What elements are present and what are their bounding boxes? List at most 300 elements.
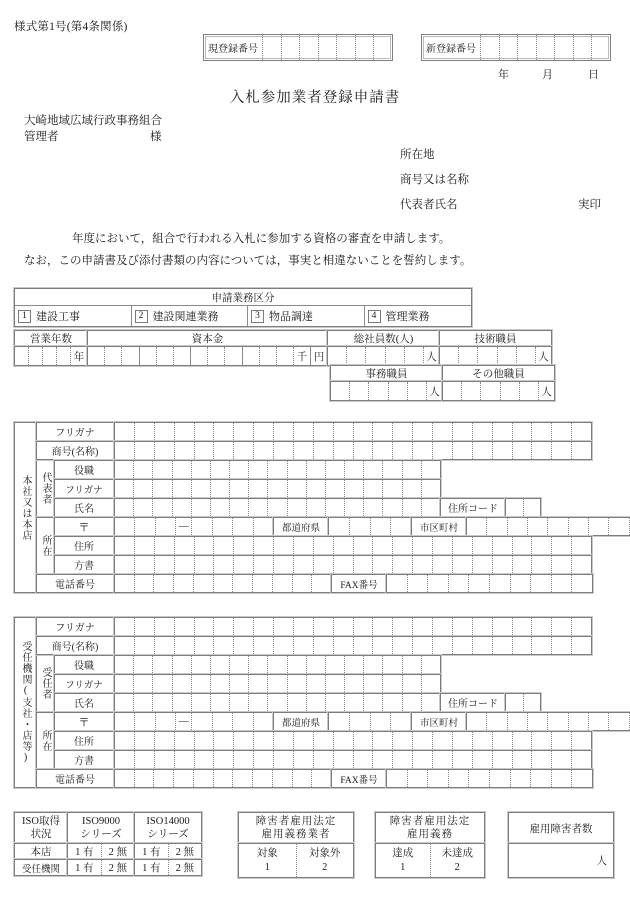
branch-office-company-name-input-cell-15[interactable]: [393, 637, 413, 654]
branch-office-rep-furigana-input[interactable]: [114, 674, 441, 693]
head-office-furigana-input-cell-4[interactable]: [175, 423, 195, 440]
head-office-prefecture-input-cell-1[interactable]: [329, 518, 350, 535]
head-office-rep-furigana-input-cell-1[interactable]: [115, 480, 134, 497]
head-office-phone-input[interactable]: [114, 574, 332, 593]
branch-office-company-name-input-cell-17[interactable]: [433, 637, 453, 654]
head-office-address-input-cell-16[interactable]: [413, 537, 433, 554]
branch-office-phone-input-cell-4[interactable]: [174, 770, 194, 787]
branch-office-address-input-cell-24[interactable]: [572, 732, 591, 749]
head-office-company-name-input-cell-18[interactable]: [453, 442, 473, 459]
branch-office-building-input-cell-22[interactable]: [532, 751, 552, 768]
head-office-company-name-input-cell-2[interactable]: [135, 442, 155, 459]
head-office-company-name-input-cell-4[interactable]: [175, 442, 195, 459]
head-office-rep-furigana-input-cell-11[interactable]: [307, 480, 326, 497]
branch-office-rep-furigana-input-cell-9[interactable]: [268, 675, 287, 692]
branch-office-building-input-cell-21[interactable]: [513, 751, 533, 768]
capital-cell-12[interactable]: [277, 347, 293, 365]
branch-office-address-code-input[interactable]: [505, 693, 541, 712]
head-office-position-input-cell-7[interactable]: [230, 461, 249, 478]
head-office-rep-name-input-cell-9[interactable]: [268, 499, 287, 516]
branch-office-building-input-cell-19[interactable]: [473, 751, 493, 768]
head-office-rep-name-input-cell-10[interactable]: [288, 499, 307, 516]
current-registration-number-cells[interactable]: [263, 35, 392, 60]
branch-office-rep-name-input-cell-6[interactable]: [211, 694, 230, 711]
branch-office-furigana-input-cell-4[interactable]: [175, 618, 195, 635]
head-office-postal-cell-6[interactable]: [233, 518, 253, 535]
branch-office-furigana-input-cell-7[interactable]: [234, 618, 254, 635]
branch-office-furigana-input-cell-22[interactable]: [532, 618, 552, 635]
branch-office-building-input-cell-17[interactable]: [433, 751, 453, 768]
head-office-building-input-cell-14[interactable]: [373, 556, 393, 573]
branch-office-rep-furigana-input-cell-16[interactable]: [403, 675, 422, 692]
branch-office-address-input[interactable]: [114, 731, 592, 750]
head-office-company-name-input-cell-6[interactable]: [214, 442, 234, 459]
staff-cell-2-5[interactable]: [517, 347, 535, 365]
head-office-address-code-input[interactable]: [505, 498, 541, 517]
branch-office-city-input-cell-2[interactable]: [487, 713, 507, 730]
head-office-building-input-cell-16[interactable]: [413, 556, 433, 573]
branch-office-fax-input-cell-4[interactable]: [449, 770, 470, 787]
branch-office-position-input-cell-9[interactable]: [268, 656, 287, 673]
branch-office-address-input-cell-23[interactable]: [552, 732, 572, 749]
branch-office-furigana-input[interactable]: [114, 617, 592, 636]
branch-office-building-input-cell-12[interactable]: [334, 751, 354, 768]
head-office-fax-input-cell-4[interactable]: [449, 575, 470, 592]
head-office-address-input-cell-1[interactable]: [115, 537, 135, 554]
staff-cell-1-4[interactable]: [386, 347, 405, 365]
disability-obligated-option-nontarget[interactable]: [297, 844, 354, 877]
branch-office-address-input-cell-16[interactable]: [413, 732, 433, 749]
branch-office-building-input-cell-8[interactable]: [254, 751, 274, 768]
branch-office-position-input-cell-2[interactable]: [134, 656, 153, 673]
branch-office-position-input-cell-11[interactable]: [307, 656, 326, 673]
head-office-address-input-cell-10[interactable]: [294, 537, 314, 554]
branch-office-position-input-cell-12[interactable]: [326, 656, 345, 673]
branch-office-furigana-input-cell-20[interactable]: [493, 618, 513, 635]
branch-office-city-input-cell-6[interactable]: [569, 713, 589, 730]
head-office-rep-furigana-input-cell-5[interactable]: [192, 480, 211, 497]
branch-office-company-name-input-cell-19[interactable]: [473, 637, 493, 654]
head-office-city-input-cell-8[interactable]: [609, 518, 629, 535]
head-office-prefecture-input-cell-3[interactable]: [371, 518, 392, 535]
head-office-postal-cell-5[interactable]: [213, 518, 233, 535]
head-office-address-code-input-cell-1[interactable]: [506, 499, 524, 516]
branch-office-company-name-input-cell-18[interactable]: [453, 637, 473, 654]
head-office-fax-input-cell-6[interactable]: [490, 575, 511, 592]
branch-office-company-name-input-cell-13[interactable]: [354, 637, 374, 654]
head-office-building-input-cell-21[interactable]: [513, 556, 533, 573]
branch-office-furigana-input-cell-17[interactable]: [433, 618, 453, 635]
branch-office-address-input-cell-4[interactable]: [175, 732, 195, 749]
disability-duty-option-not-achieved[interactable]: [431, 844, 485, 877]
branch-office-address-input-cell-2[interactable]: [135, 732, 155, 749]
head-office-building-input-cell-2[interactable]: [135, 556, 155, 573]
branch-office-prefecture-input-cell-4[interactable]: [391, 713, 411, 730]
iso14000-head-office-options[interactable]: [134, 843, 202, 860]
head-office-address-input-cell-3[interactable]: [155, 537, 175, 554]
branch-office-furigana-input-cell-16[interactable]: [413, 618, 433, 635]
head-office-furigana-input-cell-16[interactable]: [413, 423, 433, 440]
branch-office-address-input-cell-19[interactable]: [473, 732, 493, 749]
branch-office-address-input-cell-18[interactable]: [453, 732, 473, 749]
branch-office-fax-input-cell-10[interactable]: [572, 770, 592, 787]
staff-cell-1-5[interactable]: [405, 347, 423, 365]
branch-office-rep-name-input-cell-2[interactable]: [134, 694, 153, 711]
business-division-option-1[interactable]: [15, 306, 132, 326]
branch-office-company-name-input-cell-22[interactable]: [532, 637, 552, 654]
head-office-address-input-cell-17[interactable]: [433, 537, 453, 554]
head-office-rep-furigana-input-cell-10[interactable]: [288, 480, 307, 497]
head-office-fax-input-cell-9[interactable]: [552, 575, 573, 592]
branch-office-phone-input-cell-11[interactable]: [312, 770, 331, 787]
branch-office-postal-cell-2[interactable]: [135, 713, 155, 730]
branch-office-address-input-cell-3[interactable]: [155, 732, 175, 749]
head-office-address-input-cell-4[interactable]: [175, 537, 195, 554]
head-office-building-input-cell-18[interactable]: [453, 556, 473, 573]
head-office-position-input-cell-14[interactable]: [364, 461, 383, 478]
branch-office-phone-input-cell-10[interactable]: [293, 770, 313, 787]
branch-office-building-input-cell-24[interactable]: [572, 751, 591, 768]
branch-office-position-input-cell-4[interactable]: [173, 656, 192, 673]
head-office-furigana-input-cell-18[interactable]: [453, 423, 473, 440]
head-office-address-input-cell-8[interactable]: [254, 537, 274, 554]
head-office-postal-cell-1[interactable]: [115, 518, 135, 535]
business-division-options-row[interactable]: [15, 306, 471, 326]
branch-office-building-input-cell-11[interactable]: [314, 751, 334, 768]
new-registration-number-cells[interactable]: [481, 35, 610, 60]
branch-office-company-name-input-cell-20[interactable]: [493, 637, 513, 654]
branch-office-furigana-input-cell-10[interactable]: [294, 618, 314, 635]
branch-office-furigana-input-cell-14[interactable]: [373, 618, 393, 635]
branch-office-postal-cell-6[interactable]: [233, 713, 253, 730]
head-office-phone-input-cell-7[interactable]: [233, 575, 253, 592]
current-reg-cell-7[interactable]: [374, 35, 392, 60]
branch-office-rep-name-input-cell-15[interactable]: [383, 694, 402, 711]
head-office-building-input-cell-12[interactable]: [334, 556, 354, 573]
head-office-rep-furigana-input-cell-15[interactable]: [383, 480, 402, 497]
branch-office-building-input-cell-16[interactable]: [413, 751, 433, 768]
branch-office-furigana-input-cell-12[interactable]: [334, 618, 354, 635]
head-office-building-input-cell-5[interactable]: [195, 556, 215, 573]
head-office-prefecture-input-cell-4[interactable]: [391, 518, 411, 535]
capital-cell-9[interactable]: [225, 347, 241, 365]
branch-office-rep-furigana-input-cell-6[interactable]: [211, 675, 230, 692]
branch-office-phone-input-cell-8[interactable]: [253, 770, 273, 787]
branch-office-city-input-cell-5[interactable]: [548, 713, 568, 730]
branch-office-building-input-cell-1[interactable]: [115, 751, 135, 768]
head-office-furigana-input-cell-5[interactable]: [195, 423, 215, 440]
head-office-rep-name-input-cell-11[interactable]: [307, 499, 326, 516]
disability-duty-options[interactable]: [375, 843, 485, 878]
head-office-fax-input-cell-3[interactable]: [428, 575, 449, 592]
branch-office-building-input-cell-18[interactable]: [453, 751, 473, 768]
head-office-rep-furigana-input-cell-14[interactable]: [364, 480, 383, 497]
branch-office-company-name-input-cell-2[interactable]: [135, 637, 155, 654]
staff-cell-2-1[interactable]: [440, 347, 459, 365]
head-office-company-name-input-cell-19[interactable]: [473, 442, 493, 459]
branch-office-city-input-cell-8[interactable]: [609, 713, 629, 730]
branch-office-building-input[interactable]: [114, 750, 592, 769]
branch-office-rep-furigana-input-cell-12[interactable]: [326, 675, 345, 692]
iso9000-head-office-no[interactable]: 2 無: [108, 847, 127, 858]
head-office-phone-input-cell-1[interactable]: [115, 575, 135, 592]
head-office-rep-name-input-cell-6[interactable]: [211, 499, 230, 516]
capital-group-3[interactable]: [191, 347, 243, 365]
iso14000-branch-options[interactable]: [134, 859, 202, 876]
head-office-position-input-cell-4[interactable]: [173, 461, 192, 478]
head-office-rep-furigana-input-cell-7[interactable]: [230, 480, 249, 497]
head-office-fax-input-cell-10[interactable]: [572, 575, 592, 592]
head-office-city-input-cell-2[interactable]: [487, 518, 507, 535]
head-office-phone-input-cell-11[interactable]: [312, 575, 331, 592]
branch-office-furigana-input-cell-2[interactable]: [135, 618, 155, 635]
head-office-company-name-input-cell-9[interactable]: [274, 442, 294, 459]
branch-office-building-input-cell-6[interactable]: [214, 751, 234, 768]
branch-office-rep-name-input-cell-17[interactable]: [422, 694, 440, 711]
head-office-address-input-cell-13[interactable]: [354, 537, 374, 554]
head-office-position-input-cell-17[interactable]: [422, 461, 440, 478]
head-office-rep-name-input-cell-12[interactable]: [326, 499, 345, 516]
branch-office-rep-furigana-input-cell-5[interactable]: [192, 675, 211, 692]
branch-office-rep-furigana-input-cell-14[interactable]: [364, 675, 383, 692]
capital-cell-4[interactable]: [140, 347, 157, 365]
head-office-phone-input-cell-4[interactable]: [174, 575, 194, 592]
current-reg-cell-4[interactable]: [319, 35, 338, 60]
branch-office-position-input-cell-3[interactable]: [153, 656, 172, 673]
staff-cell-1-2[interactable]: [347, 347, 366, 365]
disability-obligated-options[interactable]: [238, 843, 354, 878]
branch-office-address-input-cell-5[interactable]: [195, 732, 215, 749]
head-office-phone-input-cell-6[interactable]: [214, 575, 234, 592]
head-office-building-input-cell-1[interactable]: [115, 556, 135, 573]
new-reg-cell-2[interactable]: [500, 35, 519, 60]
branch-office-rep-furigana-input-cell-11[interactable]: [307, 675, 326, 692]
branch-office-phone-input-cell-9[interactable]: [273, 770, 293, 787]
head-office-furigana-input[interactable]: [114, 422, 592, 441]
head-office-company-name-input-cell-1[interactable]: [115, 442, 135, 459]
head-office-rep-name-input-cell-16[interactable]: [403, 499, 422, 516]
branch-office-rep-furigana-input-cell-13[interactable]: [345, 675, 364, 692]
head-office-company-name-input-cell-16[interactable]: [413, 442, 433, 459]
branch-office-phone-input-cell-7[interactable]: [233, 770, 253, 787]
staff-cell-4-1[interactable]: [443, 382, 462, 400]
branch-office-rep-name-input-cell-8[interactable]: [249, 694, 268, 711]
branch-office-rep-furigana-input-cell-4[interactable]: [173, 675, 192, 692]
head-office-city-input-cell-4[interactable]: [528, 518, 548, 535]
head-office-rep-furigana-input-cell-17[interactable]: [422, 480, 440, 497]
head-office-phone-input-cell-8[interactable]: [253, 575, 273, 592]
capital-group-1[interactable]: [88, 347, 140, 365]
branch-office-position-input-cell-17[interactable]: [422, 656, 440, 673]
head-office-city-input-cell-6[interactable]: [569, 518, 589, 535]
head-office-position-input-cell-16[interactable]: [403, 461, 422, 478]
clerical-staff-input[interactable]: [330, 381, 443, 401]
iso14000-head-office-yes[interactable]: 1 有: [135, 844, 169, 859]
branch-office-prefecture-input-cell-2[interactable]: [350, 713, 371, 730]
head-office-rep-furigana-input[interactable]: [114, 479, 441, 498]
head-office-building-input-cell-7[interactable]: [234, 556, 254, 573]
branch-office-building-input-cell-2[interactable]: [135, 751, 155, 768]
head-office-fax-input-cell-5[interactable]: [469, 575, 490, 592]
capital-cell-2[interactable]: [105, 347, 122, 365]
head-office-position-input-cell-3[interactable]: [153, 461, 172, 478]
branch-office-building-input-cell-7[interactable]: [234, 751, 254, 768]
head-office-position-input-cell-6[interactable]: [211, 461, 230, 478]
head-office-address-input-cell-22[interactable]: [532, 537, 552, 554]
head-office-city-input-cell-1[interactable]: [467, 518, 487, 535]
head-office-address-input-cell-23[interactable]: [552, 537, 572, 554]
branch-office-building-input-cell-3[interactable]: [155, 751, 175, 768]
business-division-option-4[interactable]: [365, 306, 471, 326]
branch-office-address-input-cell-13[interactable]: [354, 732, 374, 749]
current-registration-number-box[interactable]: [203, 34, 393, 61]
head-office-address-input-cell-15[interactable]: [393, 537, 413, 554]
head-office-position-input-cell-12[interactable]: [326, 461, 345, 478]
staff-cell-3-3[interactable]: [369, 382, 388, 400]
branch-office-company-name-input-cell-1[interactable]: [115, 637, 135, 654]
head-office-furigana-input-cell-11[interactable]: [314, 423, 334, 440]
head-office-building-input-cell-10[interactable]: [294, 556, 314, 573]
branch-office-prefecture-input-cell-1[interactable]: [329, 713, 350, 730]
branch-office-building-input-cell-10[interactable]: [294, 751, 314, 768]
head-office-company-name-input-cell-23[interactable]: [552, 442, 572, 459]
disability-count-input[interactable]: [508, 843, 614, 878]
head-office-furigana-input-cell-3[interactable]: [155, 423, 175, 440]
head-office-company-name-input-cell-22[interactable]: [532, 442, 552, 459]
branch-office-building-input-cell-9[interactable]: [274, 751, 294, 768]
branch-office-rep-name-input-cell-5[interactable]: [192, 694, 211, 711]
head-office-address-input-cell-11[interactable]: [314, 537, 334, 554]
iso9000-branch-options[interactable]: [67, 859, 135, 876]
head-office-building-input-cell-22[interactable]: [532, 556, 552, 573]
branch-office-fax-input-cell-3[interactable]: [428, 770, 449, 787]
iso14000-head-office-no[interactable]: 2 無: [175, 847, 194, 858]
branch-office-rep-name-input-cell-12[interactable]: [326, 694, 345, 711]
branch-office-fax-input-cell-9[interactable]: [552, 770, 573, 787]
branch-office-company-name-input-cell-11[interactable]: [314, 637, 334, 654]
head-office-furigana-input-cell-1[interactable]: [115, 423, 135, 440]
staff-cell-2-3[interactable]: [478, 347, 497, 365]
branch-office-prefecture-input[interactable]: [328, 712, 412, 731]
branch-office-building-input-cell-13[interactable]: [354, 751, 374, 768]
head-office-furigana-input-cell-12[interactable]: [334, 423, 354, 440]
head-office-phone-input-cell-10[interactable]: [293, 575, 313, 592]
branch-office-building-input-cell-14[interactable]: [373, 751, 393, 768]
years-cell-2[interactable]: [29, 347, 43, 365]
head-office-furigana-input-cell-22[interactable]: [532, 423, 552, 440]
head-office-company-name-input-cell-12[interactable]: [334, 442, 354, 459]
head-office-city-input-cell-3[interactable]: [508, 518, 528, 535]
head-office-postal-input[interactable]: [114, 517, 274, 536]
branch-office-phone-input-cell-3[interactable]: [154, 770, 174, 787]
head-office-rep-name-input-cell-8[interactable]: [249, 499, 268, 516]
head-office-building-input[interactable]: [114, 555, 592, 574]
capital-cell-11[interactable]: [260, 347, 277, 365]
branch-office-furigana-input-cell-1[interactable]: [115, 618, 135, 635]
head-office-furigana-input-cell-24[interactable]: [572, 423, 591, 440]
branch-office-postal-cell-4[interactable]: [192, 713, 212, 730]
head-office-building-input-cell-24[interactable]: [572, 556, 591, 573]
head-office-city-input-cell-5[interactable]: [548, 518, 568, 535]
head-office-building-input-cell-4[interactable]: [175, 556, 195, 573]
branch-office-furigana-input-cell-11[interactable]: [314, 618, 334, 635]
branch-office-fax-input-cell-6[interactable]: [490, 770, 511, 787]
disability-duty-option-achieved[interactable]: [376, 844, 431, 877]
head-office-address-input[interactable]: [114, 536, 592, 555]
branch-office-furigana-input-cell-15[interactable]: [393, 618, 413, 635]
head-office-address-code-input-cell-2[interactable]: [524, 499, 541, 516]
branch-office-company-name-input-cell-7[interactable]: [234, 637, 254, 654]
branch-office-building-input-cell-15[interactable]: [393, 751, 413, 768]
branch-office-company-name-input-cell-9[interactable]: [274, 637, 294, 654]
capital-group-2[interactable]: [140, 347, 192, 365]
iso9000-head-office-yes[interactable]: 1 有: [68, 844, 102, 859]
branch-office-rep-furigana-input-cell-10[interactable]: [288, 675, 307, 692]
head-office-fax-input-cell-8[interactable]: [531, 575, 552, 592]
current-reg-cell-5[interactable]: [337, 35, 356, 60]
branch-office-rep-furigana-input-cell-15[interactable]: [383, 675, 402, 692]
head-office-rep-name-input-cell-15[interactable]: [383, 499, 402, 516]
head-office-postal-cell-4[interactable]: [192, 518, 212, 535]
branch-office-postal-input[interactable]: [114, 712, 274, 731]
branch-office-fax-input-cell-8[interactable]: [531, 770, 552, 787]
branch-office-rep-furigana-input-cell-3[interactable]: [153, 675, 172, 692]
branch-office-company-name-input-cell-8[interactable]: [254, 637, 274, 654]
head-office-address-input-cell-2[interactable]: [135, 537, 155, 554]
branch-office-phone-input[interactable]: [114, 769, 332, 788]
head-office-company-name-input-cell-3[interactable]: [155, 442, 175, 459]
branch-office-position-input-cell-6[interactable]: [211, 656, 230, 673]
new-reg-cell-3[interactable]: [518, 35, 537, 60]
head-office-company-name-input-cell-14[interactable]: [373, 442, 393, 459]
branch-office-building-input-cell-20[interactable]: [493, 751, 513, 768]
head-office-address-input-cell-19[interactable]: [473, 537, 493, 554]
branch-office-phone-input-cell-5[interactable]: [194, 770, 214, 787]
branch-office-address-code-input-cell-1[interactable]: [506, 694, 524, 711]
staff-cell-2-2[interactable]: [459, 347, 478, 365]
head-office-phone-input-cell-3[interactable]: [154, 575, 174, 592]
years-cell-3[interactable]: [43, 347, 57, 365]
branch-office-address-input-cell-1[interactable]: [115, 732, 135, 749]
head-office-building-input-cell-19[interactable]: [473, 556, 493, 573]
head-office-furigana-input-cell-7[interactable]: [234, 423, 254, 440]
capital-input[interactable]: [87, 346, 328, 366]
head-office-postal-cell-2[interactable]: [135, 518, 155, 535]
branch-office-position-input-cell-14[interactable]: [364, 656, 383, 673]
branch-office-address-input-cell-12[interactable]: [334, 732, 354, 749]
branch-office-city-input-cell-3[interactable]: [508, 713, 528, 730]
branch-office-furigana-input-cell-24[interactable]: [572, 618, 591, 635]
branch-office-rep-furigana-input-cell-2[interactable]: [134, 675, 153, 692]
head-office-address-input-cell-20[interactable]: [493, 537, 513, 554]
branch-office-furigana-input-cell-5[interactable]: [195, 618, 215, 635]
branch-office-rep-name-input-cell-7[interactable]: [230, 694, 249, 711]
head-office-position-input-cell-1[interactable]: [115, 461, 134, 478]
head-office-rep-name-input-cell-1[interactable]: [115, 499, 134, 516]
capital-cell-10[interactable]: [243, 347, 260, 365]
head-office-position-input-cell-10[interactable]: [288, 461, 307, 478]
branch-office-rep-name-input-cell-16[interactable]: [403, 694, 422, 711]
branch-office-address-input-cell-15[interactable]: [393, 732, 413, 749]
years-cell-1[interactable]: [15, 347, 29, 365]
branch-office-furigana-input-cell-21[interactable]: [513, 618, 533, 635]
branch-office-address-code-input-cell-2[interactable]: [524, 694, 541, 711]
head-office-position-input-cell-8[interactable]: [249, 461, 268, 478]
branch-office-position-input-cell-15[interactable]: [383, 656, 402, 673]
branch-office-fax-input[interactable]: [386, 769, 593, 788]
branch-office-rep-name-input-cell-1[interactable]: [115, 694, 134, 711]
branch-office-fax-input-cell-2[interactable]: [408, 770, 429, 787]
